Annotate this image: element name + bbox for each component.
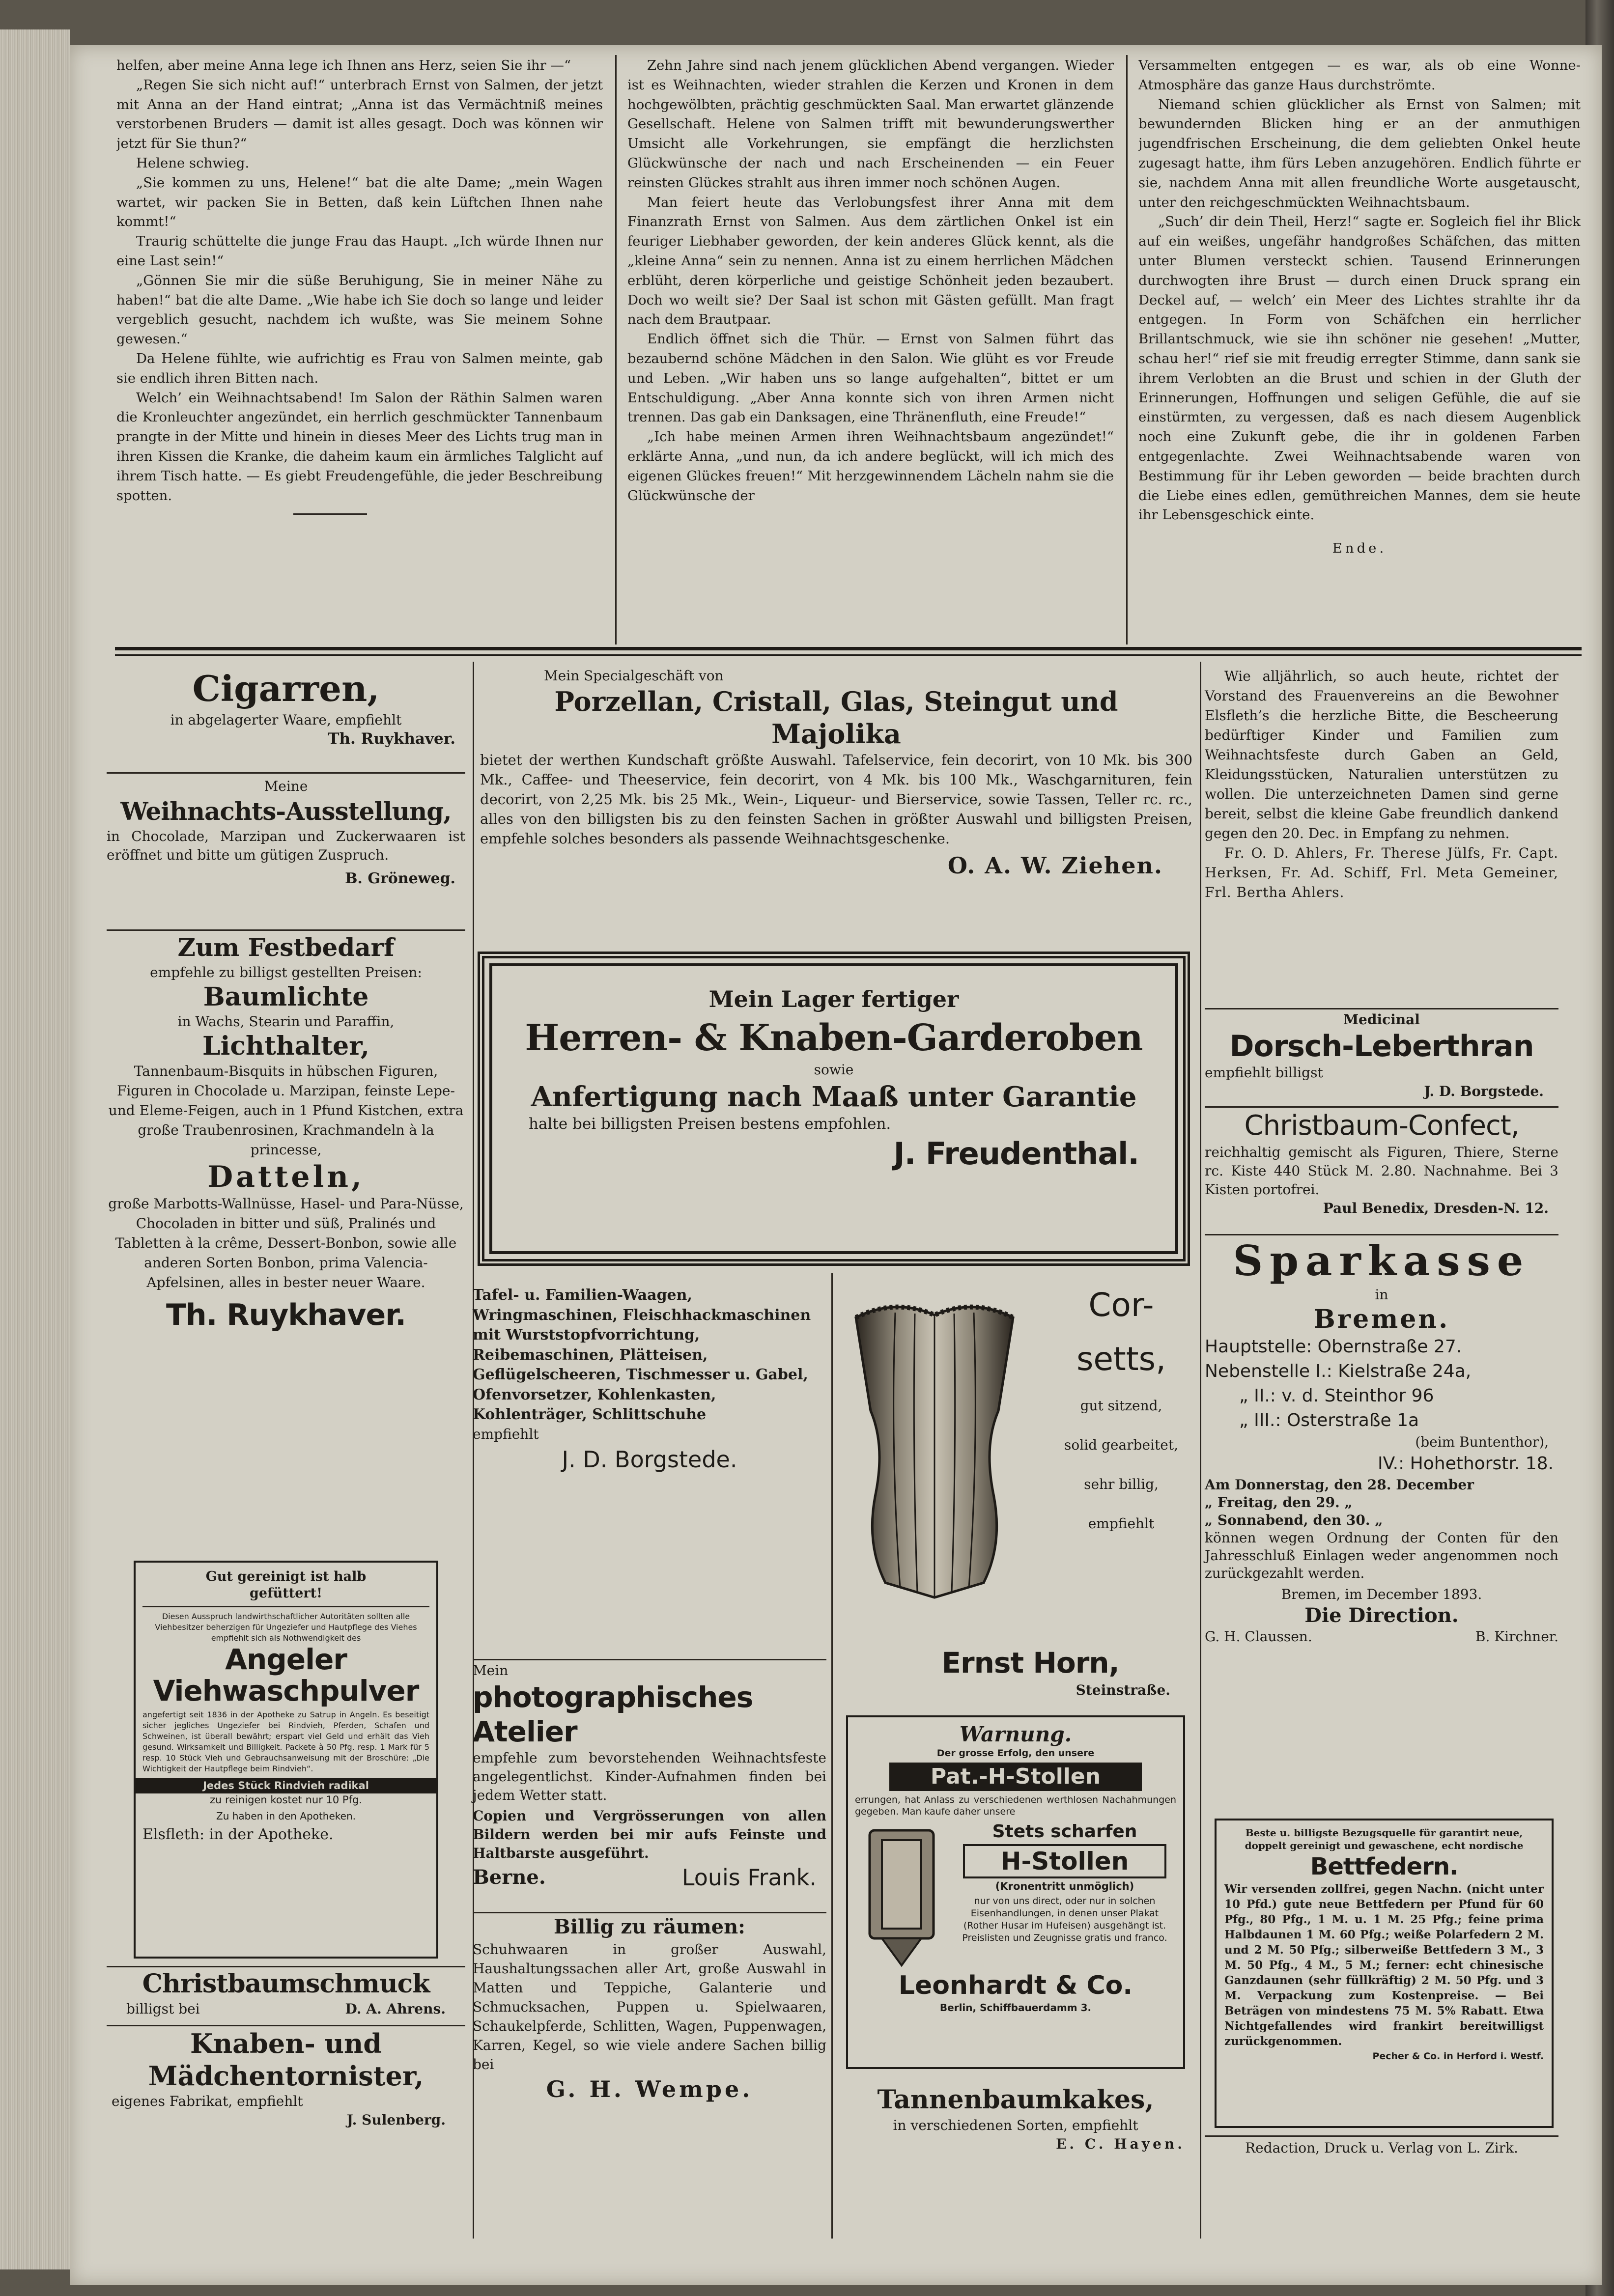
newspaper-page [70, 45, 1602, 2285]
ad-text: empfiehlt [473, 1426, 539, 1442]
ad-text: in [1375, 1287, 1388, 1303]
ad-festbedarf [107, 932, 465, 1335]
ad-divider [1205, 2135, 1558, 2137]
ad-heading: Warnung. [959, 1722, 1072, 1746]
ad-bettfedern [1215, 1819, 1554, 2128]
ad-text: sehr billig, [1084, 1476, 1159, 1492]
ad-text: bietet der werthen Kundschaft größte Auswahl. Tafelservice, fein decorirt, von 10 Mk. bis 300 Mk., Caffee- und Theeservice, fein decorirt, von 4 Mk. bis 100 Mk., Waschgarnituren, fein decorirt, von 2,25 Mk. bis 25 Mk., Wein-, Liqueur- und Bierservice, sowie Tassen, Teller rc. rc., alles von den billigsten bis zu den feinsten Sachen in größter Auswahl und billigsten Preisen, empfehle solches besonders als passende Weihnachtsgeschenke. [480, 752, 1192, 847]
ad-wempe [473, 1914, 826, 2104]
ad-title: Weihnachts-Ausstellung, [120, 797, 452, 826]
ad-text: Wie alljährlich, so auch heute, richtet der Vorstand des Frauenvereins an die Bewohner Elsfleth’s die herzliche Bitte, die Bescheerung bedürftiger Kinder und Familien zum Weihnachtsfeste durch Gaben an Geld, Kleidungsstücken, Naturalien unterstützen zu wollen. Die unterzeichneten Damen sind gerne bereit, selbst die kleine Gabe freundlich dankend gegen den 20. Dec. in Empfang zu nehmen. [1205, 668, 1558, 841]
story-column-2 [627, 56, 1114, 643]
branch-row: (beim Buntenthor), [1415, 1434, 1549, 1450]
date-row: „ Freitag, den 29. „ [1205, 1494, 1353, 1511]
ad-title: Herren- & Knaben-Garderoben [525, 1017, 1143, 1059]
ad-atelier [473, 1661, 826, 1892]
ad-heading: gefüttert! [250, 1586, 322, 1601]
ad-text: empfehle zum bevorstehenden Weihnachtsfeste angelegentlichst. Kinder-Aufnahmen finden bei jedem Wetter statt. [473, 1750, 826, 1803]
ad-text: Steinstraße. [1076, 1682, 1170, 1698]
ad-signature: J. Freudenthal. [893, 1136, 1139, 1172]
ad-heading: Baumlichte [203, 982, 369, 1012]
story-end: Ende. [1332, 540, 1387, 557]
ad-signature: B. Kirchner. [1475, 1628, 1558, 1645]
ad-title: photographisches Atelier [473, 1680, 753, 1748]
ad-text: Der grosse Erfolg, den unsere [936, 1748, 1095, 1759]
ad-text: nur von uns direct, oder nur in solchen Eisenhandlungen, in denen unser Plakat (Rother Husar im Hufeisen) ausgehängt ist. Preislisten und Zeugnisse gratis und franco. [962, 1896, 1167, 1943]
ad-title: Knaben- und [190, 2028, 382, 2059]
ad-text: empfehle zu billigst gestellten Preisen: [150, 964, 422, 980]
ad-divider [107, 929, 465, 931]
ad-text: Mein [473, 1662, 509, 1679]
ad-title: Porzellan, Cristall, Glas, Steingut und Majolika [554, 686, 1118, 750]
story-paragraph: „Such’ dir dein Theil, Herz!“ sagte er. Sogleich fiel ihr Blick auf ein weißes, ungefähr handgroßes Schäfchen, das mitten unter Blumen versteckt schien. Tausend Erinnerungen durchwogten ihre Brust — durch einen Druck sprang ein Deckel auf, — welch’ ein Meer des Lichtes strahlte ihr da entgegen. In Form von Schäfchen ein herrlicher Brillantschmuck, wie sie ihn schöner nie gesehen! „Mutter, schau her!“ rief sie mit freudig erregter Stimme, dann sank sie ihrem Verlobten an die Brust und schien in der Gluth der Erinnerungen, Hoffnungen und seligen Gefühle, die auf sie einstürmten, zu vergessen, daß es nach diesem Augenblick noch eine Zukunft gebe, die ihr in goldenen Farben entgegenlachte. Zwei Weihnachtsabende waren von Bestimmung für ihr Leben geworden — beide brachten durch die Liebe eines edlen, gemüthreichen Mannes, dem sie heute ihr Lebensgeschick einte. [1138, 214, 1581, 523]
ad-text: Zu haben in den Apotheken. [216, 1810, 356, 1822]
ad-heading: Lichthalter, [202, 1031, 369, 1061]
ad-divider [1205, 1234, 1558, 1235]
ad-signature: Th. Ruykhaver. [166, 1298, 406, 1332]
ad-signature: J. D. Borgstede. [562, 1446, 737, 1473]
story-paragraph: „Regen Sie sich nicht auf!“ unterbrach Ernst von Salmen, der jetzt mit Anna an der Hand eintrat; „Anna ist das Vermächtniß meines verstorbenen Bruders — damit ist alles gesagt. Doch was können wir jetzt für Sie thun?“ [116, 77, 603, 152]
date-row: Am Donnerstag, den 28. December [1205, 1477, 1474, 1493]
section-rule-thin [115, 654, 1582, 656]
ad-text: Schuhwaaren in großer Auswahl, Haushaltungssachen aller Art, große Auswahl in Matten und Teppiche, Galanterie und Schmucksachen, Puppen u. Spielwaaren, Schaukelpferde, Schlitten, Wagen, Puppenwagen, Karren, Kegel, so wie viele andere Sachen billig bei [473, 1941, 826, 2072]
ad-title: Cigarren, [192, 668, 380, 709]
ad-divider [107, 1966, 465, 1967]
ad-signature: Paul Benedix, Dresden-N. 12. [1323, 1200, 1549, 1216]
story-paragraph: Traurig schüttelte die junge Frau das Haupt. „Ich würde Ihnen nur eine Last sein!“ [116, 233, 603, 269]
ad-text: können wegen Ordnung der Conten für den Jahresschluß Einlagen weder angenommen noch zurückgezahlt werden. [1205, 1530, 1558, 1581]
ad-title: Sparkasse [1233, 1236, 1530, 1285]
ad-title: Christbaumschmuck [142, 1969, 430, 1999]
story-paragraph: Endlich öffnet sich die Thür. — Ernst von Salmen führt das bezaubernd schöne Mädchen in den Salon. Wie glüht es vor Freude und Leben. „Wir haben uns so lange aufgehalten“, bittet er um Entschuldigung. „Aber Anna konnte sich von ihren Armen nicht trennen. Das gab ein Danksagen, eine Thränenfluth, eine Freude!“ [627, 331, 1114, 425]
banner-text: zu reinigen kostet nur 10 Pfg. [210, 1794, 362, 1806]
story-paragraph: Helene schwieg. [136, 155, 250, 171]
story-paragraph: Welch’ ein Weihnachtsabend! Im Salon der Räthin Salmen waren die Kronleuchter angezündet, ein herrlich geschmückter Tannenbaum prangte in der Mitte und hinein in dieses Meer des Lichts trug man in ihren Kissen die Kranke, die daheim kaum ein ärmliches Talglicht auf ihrem Tisch hatte. — Es giebt Freudengefühle, die jeder Beschreibung spotten. [116, 390, 603, 504]
divider [142, 1606, 429, 1607]
ad-place: Elsfleth: in der Apotheke. [142, 1826, 334, 1843]
column-rule [615, 55, 617, 644]
story-paragraph: „Sie kommen zu uns, Helene!“ bat die alte Dame; „mein Wagen wartet, wir packen Sie in Betten, daß kein Lüftchen Ihnen nahe kommt!“ [116, 174, 603, 230]
ad-freudenthal [478, 952, 1190, 1266]
ad-text: Tafel- u. Familien-Waagen, Wringmaschinen, Fleischhackmaschinen mit Wurststopfvorrichtung, Reibemaschinen, Plätteisen, Geflügelscheeren, Tischmesser u. Gabel, Ofenvorsetzer, Kohlenkasten, Kohlenträger, Schlittschuhe [473, 1287, 811, 1423]
ad-signature: J. Sulenberg. [346, 2112, 446, 2128]
ad-signature: E. C. Hayen. [1056, 2136, 1185, 2152]
ad-title: Dorsch-Leberthran [1229, 1029, 1534, 1064]
ad-text: Tannenbaum-Bisquits in hübschen Figuren, Figuren in Chocolade u. Marzipan, feinste Lepe- und Eleme-Feigen, auch in 1 Pfund Kistchen, extra große Traubenrosinen, Krachmandeln à la princesse, [108, 1063, 464, 1158]
ad-title: Billig zu räumen: [554, 1915, 745, 1938]
ad-heading: Bremen. [1313, 1304, 1450, 1334]
ad-title: Tannenbaumkakes, [877, 2085, 1154, 2115]
story-paragraph: „Gönnen Sie mir die süße Beruhigung, Sie in meiner Nähe zu haben!“ bat die alte Dame. „Wie habe ich Sie doch so lange und leider vergeblich gesucht, nachdem ich wußte, was Sie meinem Sohne gewesen.“ [116, 272, 603, 347]
ad-text: Berlin, Schiffbauerdamm 3. [939, 2002, 1092, 2014]
ad-signature: Th. Ruykhaver. [328, 730, 455, 748]
ad-heading: Gut gereinigt ist halb [205, 1569, 367, 1584]
book-page-edges [0, 29, 70, 2269]
branch-row: IV.: Hohethorstr. 18. [1378, 1454, 1554, 1474]
ad-stollen [846, 1715, 1185, 2069]
ad-signature: Pecher & Co. in Herford i. Westf. [1372, 2051, 1544, 2062]
ad-text: Medicinal [1343, 1011, 1420, 1028]
ad-waagen [473, 1286, 826, 1475]
branch-row: „ II.: v. d. Steinthor 96 [1239, 1386, 1434, 1406]
ad-weihnachts-ausstellung [107, 777, 465, 888]
story-paragraph: Man feiert heute das Verlobungsfest ihrer Anna mit dem Finanzrath Ernst von Salmen. Aus dem zärtlichen Onkel ist ein feuriger Liebhaber geworden, der kein anderes Glück kennt, als die „kleine Anna“ sein zu nennen. Anna ist zu einem herrlichen Mädchen erblüht, deren körperliche und geistige Schönheit jeden bezaubert. Doch wo weilt sie? Der Saal ist schon mit Gästen gefüllt. Man fragt nach dem Brautpaar. [627, 194, 1114, 328]
ad-text: Copien und Vergrösserungen von allen Bildern werden bei mir aufs Feinste und Haltbarste ausgeführt. [473, 1808, 826, 1861]
imprint-text: Redaction, Druck u. Verlag von L. Zirk. [1245, 2140, 1518, 2156]
ad-signature: Louis Frank. [681, 1864, 817, 1891]
corset-illustration-icon [836, 1288, 1033, 1602]
section-rule [115, 647, 1582, 650]
story-paragraph: Zehn Jahre sind nach jenem glücklichen Abend vergangen. Wieder ist es Weihnachten, wieder strahlen die Kerzen und Kronen in dem hochgewölbten, prächtig geschmückten Saal. Man erwartet glänzende Gesellschaft. Helene von Salmen trifft mit bewunderungswerther Umsicht alle Vorkehrungen, sie empfängt die herzlichsten Glückwünsche der nach und nach Erscheinenden — ein Feuer reinsten Glückes strahlt aus ihren immer noch schönen Augen. [627, 57, 1114, 191]
ad-confect [1205, 1109, 1558, 1218]
column-rule [1126, 55, 1128, 644]
ad-text: reichhaltig gemischt als Figuren, Thiere, Sterne rc. Kiste 440 Stück M. 2.80. Nachnahme. Bei 3 Kisten portofrei. [1205, 1144, 1558, 1198]
divider [293, 513, 367, 515]
ad-signature: G. H. Claussen. [1205, 1628, 1312, 1645]
branch-row: „ III.: Osterstraße 1a [1239, 1410, 1419, 1430]
ad-heading: Datteln, [207, 1160, 365, 1194]
product-name: Viehwaschpulver [153, 1674, 419, 1708]
ad-text: billigst bei [126, 2001, 200, 2017]
ad-title: Zum Festbedarf [177, 933, 395, 962]
ad-text: Wir versenden zollfrei, gegen Nachn. (nicht unter 10 Pfd.) gute neue Bettfedern per Pfund für 60 Pfg., 80 Pfg., 1 M. u. 1 M. 25 Pfg.; feine prima Halbdaunen 1 M. 60 Pfg.; weiße Polarfedern 2 M. und 2 M. 50 Pfg.; silberweiße Bettfedern 3 M., 3 M. 50 Pfg., 4 M., 5 M.; ferner: echt chinesische Ganzdaunen (sehr füllkräftig) 2 M. 50 Pfg. und 3 M. Verpackung zum Kostenpreise. — Bei Beträgen von mindestens 75 M. 5% Rabatt. Etwa Nichtgefallendes wird frankirt bereitwilligst zurückgenommen. [1224, 1882, 1544, 2048]
ad-heading: Die Direction. [1304, 1604, 1459, 1627]
ad-place: Berne. [473, 1866, 546, 1889]
ad-text: Meine [264, 778, 308, 794]
story-column-1 [116, 56, 603, 643]
ad-text: halte bei billigsten Preisen bestens empfohlen. [529, 1115, 891, 1133]
ad-text: Mein Specialgeschäft von [544, 668, 724, 684]
ad-title: setts, [1076, 1340, 1166, 1378]
ad-title: Bettfedern. [1310, 1853, 1458, 1880]
ad-text: in verschiedenen Sorten, empfiehlt [893, 2117, 1138, 2133]
banner-text: Jedes Stück Rindvieh radikal [203, 1780, 369, 1792]
ad-text: angefertigt seit 1836 in der Apotheke zu Satrup in Angeln. Es beseitigt sicher jegliches Ungeziefer bei Rindvieh, Pferden, Schafen und Schweinen, ist überall bewährt; erspart viel Geld und erhält das Vieh gesund. Wirksamkeit und Billigkeit. Packete à 50 Pfg. resp. 1 Mark für 5 resp. 10 Stück Vieh und Gebrauchsanweisung mit der Broschüre: „Die Wichtigkeit der Hautpflege beim Rindvieh“. [142, 1710, 429, 1773]
ad-heading: Stets scharfen [992, 1821, 1137, 1842]
product-name: Angeler [225, 1643, 347, 1676]
ad-signature: G. H. Wempe. [546, 2076, 753, 2102]
ad-leberthran [1205, 1010, 1558, 1101]
ad-title: Cor- [1088, 1286, 1154, 1324]
ad-text: Diesen Ausspruch landwirthschaftlicher Autoritäten sollten alle Viehbesitzer beherzigen für Ungeziefer und Hautpflege des Viehes empfiehlt sich als Nothwendigkeit des [155, 1612, 417, 1643]
ad-heading: Mein Lager fertiger [708, 986, 959, 1012]
column-rule [1200, 662, 1201, 2239]
ad-divider [107, 772, 465, 774]
story-column-3 [1138, 56, 1581, 643]
product-name: Pat.-H-Stollen [930, 1764, 1101, 1789]
ad-text: solid gearbeitet, [1064, 1437, 1178, 1453]
ad-tornister [107, 2027, 465, 2129]
ad-text: in abgelagerter Waare, empfiehlt [170, 712, 402, 728]
ad-signature: Leonhardt & Co. [898, 1971, 1133, 2000]
banner [136, 1778, 436, 1793]
ad-text: eigenes Fabrikat, empfiehlt [112, 2093, 303, 2109]
story-paragraph: Versammelten entgegen — es war, als ob eine Wonne-Atmosphäre das ganze Haus durchströmte. [1138, 57, 1581, 93]
ad-corsetts [836, 1278, 1195, 1696]
story-paragraph: helfen, aber meine Anna lege ich Ihnen ans Herz, seien Sie ihr —“ [116, 57, 571, 73]
ad-signature: D. A. Ahrens. [345, 2001, 446, 2017]
ad-divider [473, 1659, 826, 1660]
date-row: „ Sonnabend, den 30. „ [1205, 1512, 1383, 1528]
ad-title: Mädchentornister, [148, 2060, 424, 2092]
ad-christbaumschmuck [107, 1968, 465, 2018]
ad-divider [107, 2025, 465, 2026]
ad-cigarren [107, 667, 465, 748]
ad-signature: J. D. Borgstede. [1424, 1083, 1544, 1099]
ad-text: errungen, hat Anlass zu verschiedenen werthlosen Nachahmungen gegeben. Man kaufe daher unsere [855, 1794, 1176, 1817]
ad-heading: Anfertigung nach Maaß unter Garantie [531, 1081, 1137, 1113]
ad-sparkasse [1205, 1236, 1558, 1646]
ad-text: in Chocolade, Marzipan und Zuckerwaaren ist eröffnet und bitte um gütigen Zuspruch. [107, 828, 465, 863]
ad-text: Fr. O. D. Ahlers, Fr. Therese Jülfs, Fr. Capt. Herksen, Fr. Ad. Schiff, Frl. Meta Gemeiner, Frl. Bertha Ahlers. [1205, 845, 1558, 900]
imprint [1205, 2139, 1558, 2157]
branch-row: Hauptstelle: Obernstraße 27. [1205, 1337, 1462, 1357]
ad-text: (Kronentritt unmöglich) [995, 1880, 1134, 1892]
ad-text: gut sitzend, [1080, 1398, 1162, 1414]
branch-row: Nebenstelle I.: Kielstraße 24a, [1205, 1361, 1472, 1381]
story-paragraph: Niemand schien glücklicher als Ernst von Salmen; mit bewundernden Blicken hing er an der anmuthigen jugendfrischen Erscheinung, die dem geliebten Onkel heute zugesagt hatte, ihm fürs Leben anzugehören. Endlich führte er sie, nachdem Anna mit allen freundliche Worte ausgetauscht, unter den reichgeschmückten Weihnachtsbaum. [1138, 96, 1581, 210]
ad-text: sowie [814, 1062, 854, 1078]
ad-text: empfiehlt [1088, 1515, 1155, 1532]
ad-porzellan [480, 667, 1192, 883]
ad-divider [1205, 1106, 1558, 1108]
ad-text: große Marbotts-Wallnüsse, Hasel- und Para-Nüsse, Chocoladen in bitter und süß, Pralinés und Tabletten à la crême, Dessert-Bonbon, sowie alle anderen Sorten Bonbon, prima Valencia-Apfelsinen, alles in bester neuer Waare. [108, 1196, 464, 1290]
ad-place: Bremen, im December 1893. [1281, 1586, 1482, 1602]
ad-signature: Ernst Horn, [941, 1646, 1119, 1680]
horseshoe-stud-illustration-icon [855, 1820, 948, 1968]
ad-text: in Wachs, Stearin und Paraffin, [177, 1013, 395, 1030]
ad-signature: O. A. W. Ziehen. [947, 852, 1163, 879]
story-paragraph: Da Helene fühlte, wie aufrichtig es Frau von Salmen meinte, gab sie endlich ihren Bitten nach. [116, 350, 603, 386]
ad-frauenverein [1205, 667, 1558, 902]
product-name: H-Stollen [1000, 1847, 1129, 1876]
ad-tannenbaumkakes [836, 2084, 1195, 2154]
ad-title: Christbaum-Confect, [1244, 1110, 1519, 1142]
story-paragraph: „Ich habe meinen Armen ihren Weihnachtsbaum angezündet!“ erklärte Anna, „und nun, da ich andere beglückt, will ich mich des eigenen Glückes freuen!“ Mit herzgewinnendem Lächeln nahm sie die Glückwünsche der [627, 429, 1114, 504]
ad-divider [1205, 1008, 1558, 1009]
ad-signature: B. Gröneweg. [345, 870, 455, 887]
ad-angeler-viehwaschpulver [134, 1561, 438, 1959]
ad-divider [473, 1912, 826, 1913]
ad-text: empfiehlt billigst [1205, 1064, 1323, 1081]
ad-text: Beste u. billigste Bezugsquelle für garantirt neue, doppelt gereinigt und gewaschene, echt nordische [1245, 1827, 1524, 1851]
column-rule [831, 1273, 833, 2239]
